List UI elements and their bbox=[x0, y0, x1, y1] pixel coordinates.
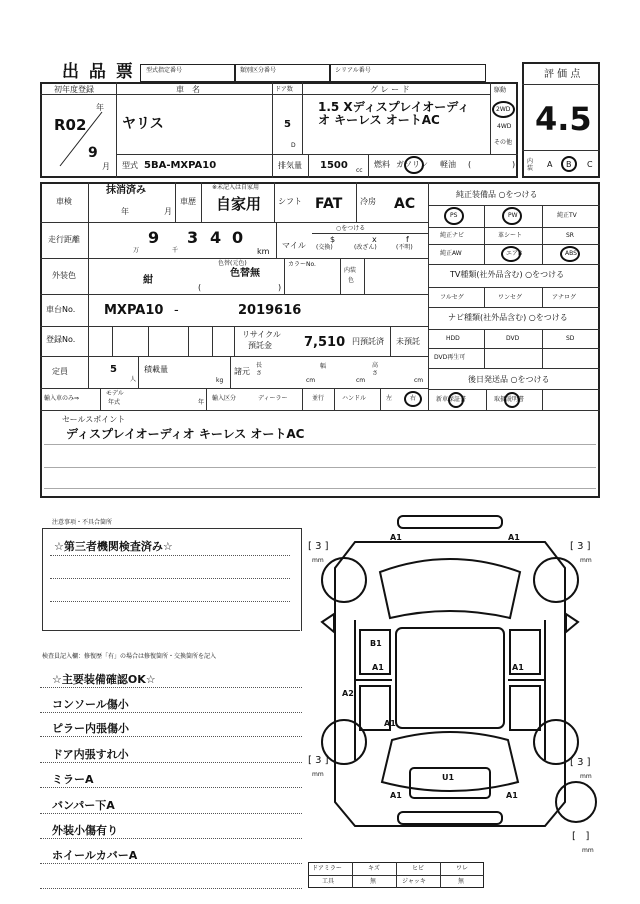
navi-sd: SD bbox=[566, 335, 575, 342]
equip-airbag: エアB bbox=[506, 250, 523, 257]
model-label: 型式 bbox=[122, 161, 138, 170]
hl-r3 bbox=[40, 258, 428, 259]
note-line-5 bbox=[40, 787, 302, 788]
import-parallel: 並行 bbox=[312, 395, 325, 402]
dims-label: 諸元 bbox=[234, 367, 250, 376]
drive-2wd-circle bbox=[492, 101, 515, 118]
eq-vl-8 bbox=[542, 389, 543, 410]
caution-line-3 bbox=[50, 601, 290, 602]
damage-u1: U1 bbox=[442, 773, 455, 782]
note-line-2 bbox=[40, 712, 302, 713]
digit-4: 3 bbox=[187, 228, 199, 247]
eq-vl-5 bbox=[484, 329, 485, 368]
import-label: 輸入車のみ⇒ bbox=[44, 395, 80, 402]
v-reg1 bbox=[88, 326, 89, 356]
hl-mil-sub bbox=[312, 233, 428, 234]
equip-tv: 純正TV bbox=[557, 212, 577, 219]
displacement-unit: cc bbox=[356, 167, 363, 174]
equip-sr: SR bbox=[566, 232, 574, 239]
v-imp4 bbox=[334, 388, 335, 410]
v-mile bbox=[276, 222, 277, 258]
fuel-gas-circle bbox=[404, 156, 424, 174]
navi-title: ナビ種類(社外品含む) ○をつける bbox=[448, 313, 568, 322]
v-reg6 bbox=[234, 326, 235, 356]
footer-vl-1 bbox=[352, 862, 353, 888]
eq-vl-4 bbox=[542, 287, 543, 307]
tread-rl-unit: mm bbox=[312, 771, 324, 778]
eq-hl-8 bbox=[428, 348, 600, 349]
sp-line-2 bbox=[44, 467, 596, 468]
inspection-label: 車検 bbox=[56, 197, 72, 206]
v-imp2 bbox=[206, 388, 207, 410]
later-warranty-circle bbox=[448, 392, 464, 408]
width-cm: cm bbox=[356, 377, 366, 384]
model-year-sub: 年式 bbox=[108, 399, 121, 406]
recycle-value: 7,510 bbox=[304, 335, 346, 350]
chassis-number: 2019616 bbox=[238, 303, 302, 318]
caution-text: ☆第三者機関検査済み☆ bbox=[54, 540, 173, 553]
equip-airbag-circle bbox=[501, 246, 521, 262]
note-line-3 bbox=[40, 736, 302, 737]
grade-value: 1.5 Xディスプレイオーディオ キーレス オートAC bbox=[318, 100, 470, 127]
hl-r4 bbox=[40, 294, 428, 295]
handle-right-circle bbox=[404, 391, 422, 407]
eq-hl-2 bbox=[428, 227, 600, 228]
mileage-man: 万 bbox=[133, 247, 140, 254]
hl-r6 bbox=[40, 356, 428, 357]
interior-c: C bbox=[587, 160, 593, 169]
tv-one: ワンセグ bbox=[498, 294, 523, 301]
digit-6: 0 bbox=[232, 228, 244, 247]
main-right-divider bbox=[428, 182, 429, 410]
history-label: 車歴 bbox=[180, 197, 196, 206]
navi-hdd: HDD bbox=[446, 335, 460, 342]
damage-a1-front-left: A1 bbox=[390, 533, 402, 542]
eq-vl-3 bbox=[484, 287, 485, 307]
v-reg5 bbox=[212, 326, 213, 356]
interior-color-sub: 色 bbox=[348, 277, 355, 284]
note-4: ドア内張すれ小 bbox=[52, 748, 129, 761]
note-3: ピラー内張傷小 bbox=[52, 722, 129, 735]
footer-jack: ジャッキ bbox=[402, 878, 426, 885]
row1-header-line bbox=[40, 94, 490, 95]
displacement-value: 1500 bbox=[320, 160, 348, 171]
recycle-paid: 円預託済 bbox=[352, 337, 384, 346]
hl-r8 bbox=[40, 410, 600, 411]
v-imp3 bbox=[302, 388, 303, 410]
inspection-month: 月 bbox=[164, 207, 172, 216]
exchange-label: (交換) bbox=[316, 244, 333, 251]
handle-right: 右 bbox=[410, 395, 417, 402]
color-change-close: ) bbox=[278, 283, 282, 292]
eq-hl-6 bbox=[428, 307, 600, 308]
sp-line-3 bbox=[44, 488, 596, 489]
score-value: 4.5 bbox=[535, 100, 592, 138]
drive-2wd: 2WD bbox=[496, 106, 511, 113]
note-line-1 bbox=[40, 687, 302, 688]
modified-label: (改ざん) bbox=[354, 244, 377, 251]
note-line-9 bbox=[40, 888, 302, 889]
first-reg-label: 初年度登録 bbox=[54, 85, 94, 94]
length-label: 長さ bbox=[256, 362, 263, 377]
load-unit: kg bbox=[216, 377, 224, 384]
fuel-label: 燃料 bbox=[374, 160, 390, 169]
dvd-label: DVD再生可 bbox=[434, 354, 466, 361]
model-cert-label: 型式指定番号 bbox=[146, 67, 183, 74]
inspector-label: 検査員記入欄：修復歴「有」の場合は修復箇所・交換箇所を記入 bbox=[42, 653, 217, 660]
vline-1 bbox=[116, 82, 117, 178]
drive-label: 駆動 bbox=[494, 87, 507, 94]
handle-label: ハンドル bbox=[342, 395, 367, 402]
vline-2 bbox=[272, 82, 273, 178]
doors-label: ドア数 bbox=[275, 86, 293, 93]
row1-bottom-line bbox=[116, 154, 518, 155]
circle-note: ○をつける bbox=[336, 225, 366, 232]
tread-fr-unit: mm bbox=[580, 557, 592, 564]
note-8: ホイールカバーA bbox=[52, 849, 138, 862]
capacity-label: 定員 bbox=[52, 367, 68, 376]
note-2: コンソール傷小 bbox=[52, 698, 129, 711]
recycle-sub: 預託金 bbox=[248, 341, 272, 350]
score-divider bbox=[522, 84, 600, 85]
v-ch bbox=[88, 294, 89, 326]
shift-label: シフト bbox=[278, 197, 302, 206]
fuel-gas: ガソリン bbox=[396, 160, 428, 169]
aircon-value: AC bbox=[394, 196, 416, 212]
interior-b: B bbox=[566, 160, 572, 169]
car-name: ヤリス bbox=[122, 116, 164, 132]
fuel-close: ) bbox=[512, 160, 516, 169]
footer-scratch: キズ bbox=[368, 865, 380, 872]
sales-point-label: セールスポイント bbox=[62, 415, 126, 424]
interior-b-circle bbox=[561, 156, 577, 172]
digit-5: 4 bbox=[210, 228, 222, 247]
v-imp5 bbox=[380, 388, 381, 410]
eq-hl-1 bbox=[428, 205, 600, 206]
serial-no-label: シリアル番号 bbox=[335, 67, 371, 74]
chassis-label: 車台No. bbox=[46, 305, 76, 314]
recycle-label: リサイクル bbox=[242, 330, 281, 339]
eq-vl-2 bbox=[542, 205, 543, 264]
interior-a: A bbox=[547, 160, 553, 169]
usage-note: ※未記入は自家用 bbox=[212, 184, 260, 191]
v-intcol2 bbox=[364, 258, 365, 294]
equip-ps: PS bbox=[450, 212, 458, 219]
caution-line-1 bbox=[50, 555, 290, 556]
tread-rl-value: 3 bbox=[315, 755, 322, 766]
footer-crack: ヒビ bbox=[412, 865, 425, 872]
tread-spare-unit: mm bbox=[582, 847, 594, 854]
damage-a1-right-door: A1 bbox=[512, 663, 524, 672]
vline-4 bbox=[490, 82, 491, 154]
equip-aw: 純正AW bbox=[440, 250, 462, 257]
grade-label: グ レ ー ド bbox=[370, 85, 410, 94]
equip-navi: 純正ナビ bbox=[440, 232, 465, 239]
drive-4wd: 4WD bbox=[497, 123, 512, 130]
registration-label: 登録No. bbox=[46, 335, 76, 344]
chassis-prefix: MXPA10 bbox=[104, 303, 164, 318]
note-line-6 bbox=[40, 813, 302, 814]
mileage-unit: km bbox=[257, 247, 270, 256]
v-hist2 bbox=[201, 182, 202, 222]
v-reg7 bbox=[390, 326, 391, 356]
tread-rr-value: 3 bbox=[577, 757, 584, 768]
tread-rl: [ 3 ] bbox=[308, 755, 329, 766]
modified-mark: x bbox=[372, 235, 377, 244]
tread-fl: [ 3 ] bbox=[308, 541, 329, 552]
interior-label: 内装 bbox=[527, 158, 534, 172]
caution-bottom bbox=[42, 630, 300, 631]
inspection-year: 年 bbox=[121, 207, 129, 216]
note-1: ☆主要装備確認OK☆ bbox=[52, 673, 156, 686]
month-mark: 月 bbox=[102, 162, 110, 171]
import-year: 年 bbox=[198, 399, 205, 406]
height-label: 高さ bbox=[372, 362, 379, 377]
equip-abs: ABS bbox=[565, 250, 577, 257]
later-title: 後日発送品 ○をつける bbox=[468, 375, 550, 384]
footer-tools-value: 無 bbox=[370, 878, 377, 885]
footer-vl-3 bbox=[440, 862, 441, 888]
later-manual-circle bbox=[504, 392, 520, 408]
equip-ps-circle bbox=[444, 207, 464, 225]
unknown-mark: f bbox=[406, 235, 409, 244]
damage-a2: A2 bbox=[342, 689, 354, 698]
v-insp bbox=[88, 182, 89, 222]
equip-abs-circle bbox=[560, 246, 580, 262]
doors-suffix: D bbox=[291, 142, 296, 149]
note-line-4 bbox=[40, 762, 302, 763]
exchange-mark: $ bbox=[330, 235, 336, 244]
vline-6 bbox=[368, 154, 369, 178]
v-cap1 bbox=[88, 356, 89, 388]
usage-value: 自家用 bbox=[216, 195, 262, 213]
v-intcol bbox=[340, 258, 341, 294]
v-imp1 bbox=[100, 388, 101, 410]
mileage-label: 走行距離 bbox=[48, 235, 80, 244]
eq-hl-5 bbox=[428, 287, 600, 288]
recycle-unpaid: 未預託 bbox=[396, 337, 420, 346]
inspection-value: 抹消済み bbox=[106, 185, 146, 196]
color-label: 外装色 bbox=[52, 271, 76, 280]
capacity-unit: 人 bbox=[130, 376, 137, 383]
caution-line-2 bbox=[50, 578, 290, 579]
footer-jack-value: 無 bbox=[458, 878, 465, 885]
length-cm: cm bbox=[306, 377, 316, 384]
tv-analog: アナログ bbox=[552, 294, 577, 301]
color-change-value: 色替無 bbox=[230, 268, 260, 279]
navi-dvd: DVD bbox=[506, 335, 520, 342]
width-label: 幅 bbox=[320, 363, 327, 370]
equip-pw-circle bbox=[502, 207, 522, 225]
doors-value: 5 bbox=[284, 119, 291, 130]
damage-a1-rear-left: A1 bbox=[384, 719, 396, 728]
caution-label: 注意事項・不具合箇所 bbox=[52, 519, 113, 526]
color-value: 紺 bbox=[143, 275, 153, 286]
equip-leather: 革シート bbox=[498, 232, 523, 239]
unknown-label: (不明) bbox=[396, 244, 413, 251]
tread-rr-unit: mm bbox=[580, 773, 592, 780]
interior-color-label: 内装 bbox=[344, 267, 357, 274]
color-change-open: ( bbox=[198, 283, 202, 292]
eq-vl-6 bbox=[542, 329, 543, 368]
shift-value: FAT bbox=[315, 196, 343, 212]
v-mil bbox=[88, 222, 89, 258]
tread-fl-unit: mm bbox=[312, 557, 324, 564]
footer-vl-2 bbox=[396, 862, 397, 888]
tread-rr: [ 3 ] bbox=[570, 757, 591, 768]
drive-other: その他 bbox=[494, 139, 513, 146]
tread-fr: [ 3 ] bbox=[570, 541, 591, 552]
footer-break: ワレ bbox=[456, 865, 469, 872]
hl-r7 bbox=[40, 388, 428, 389]
fuel-open: ( bbox=[468, 160, 472, 169]
sp-line-1 bbox=[44, 444, 596, 445]
damage-a1-left-door: A1 bbox=[372, 663, 384, 672]
form-title: 出 品 票 bbox=[62, 62, 135, 82]
equip-pw: PW bbox=[508, 212, 518, 219]
load-label: 積載量 bbox=[144, 365, 168, 374]
tv-full: フルセグ bbox=[440, 294, 464, 301]
later-warranty: 新車保証書 bbox=[436, 396, 467, 403]
tread-fl-value: 3 bbox=[315, 541, 322, 552]
capacity-value: 5 bbox=[110, 364, 117, 375]
v-cap3 bbox=[230, 356, 231, 388]
tv-title: TV種類(社外品含む) ○をつける bbox=[450, 270, 565, 279]
color-no-label: カラーNo. bbox=[288, 261, 316, 268]
note-7: 外装小傷有り bbox=[52, 824, 118, 837]
v-ac bbox=[356, 182, 357, 222]
tread-fr-value: 3 bbox=[577, 541, 584, 552]
mile-label: マイル bbox=[282, 241, 306, 250]
eq-hl-7 bbox=[428, 329, 600, 330]
digit-3: 9 bbox=[148, 228, 160, 247]
v-cap2 bbox=[138, 356, 139, 388]
eq-hl-9 bbox=[428, 368, 600, 369]
aircon-label: 冷房 bbox=[360, 197, 376, 206]
handle-left: 左 bbox=[386, 395, 393, 402]
v-col bbox=[88, 258, 89, 294]
class-no-label: 類別区分番号 bbox=[240, 67, 277, 74]
score-label: 評 価 点 bbox=[544, 69, 581, 80]
car-diagram bbox=[300, 510, 600, 860]
note-line-8 bbox=[40, 863, 302, 864]
vline-3 bbox=[302, 82, 303, 154]
first-reg-era: R02 bbox=[54, 116, 87, 134]
note-6: バンパー下A bbox=[52, 799, 115, 812]
v-reg4 bbox=[188, 326, 189, 356]
damage-a1-rear-right: A1 bbox=[506, 791, 518, 800]
car-name-label: 車 名 bbox=[176, 85, 200, 94]
later-manual: 取扱説明書 bbox=[494, 396, 525, 403]
eq-vl-1 bbox=[484, 205, 485, 264]
import-dealer: ディーラー bbox=[258, 395, 288, 402]
eq-hl-4 bbox=[428, 264, 600, 265]
displacement-label: 排気量 bbox=[278, 161, 302, 170]
hl-r2 bbox=[40, 222, 428, 223]
v-hist bbox=[175, 182, 176, 222]
sales-point-text: ディスプレイオーディオ キーレス オートAC bbox=[66, 427, 305, 441]
note-line-7 bbox=[40, 838, 302, 839]
first-reg-slash bbox=[56, 108, 106, 170]
damage-a1-rear-bumper: A1 bbox=[390, 791, 402, 800]
color-change-label: 色替(元色) bbox=[218, 260, 247, 267]
footer-tools: 工具 bbox=[322, 878, 335, 885]
year-mark: 年 bbox=[96, 103, 104, 112]
damage-b1: B1 bbox=[370, 639, 382, 648]
v-colno bbox=[284, 258, 285, 294]
v-reg3 bbox=[148, 326, 149, 356]
height-cm: cm bbox=[414, 377, 424, 384]
eq-hl-10 bbox=[428, 389, 600, 390]
chassis-dash: - bbox=[174, 303, 179, 318]
model-year-label: モデル bbox=[106, 390, 124, 397]
note-5: ミラーA bbox=[52, 773, 94, 786]
v-reg2 bbox=[112, 326, 113, 356]
damage-a1-front-right: A1 bbox=[508, 533, 520, 542]
fuel-diesel: 軽油 bbox=[440, 160, 456, 169]
score-interior-divider bbox=[522, 150, 600, 151]
first-reg-month: 9 bbox=[88, 145, 98, 161]
eq-vl-7 bbox=[486, 389, 487, 410]
footer-mirror: ドアミラー bbox=[312, 865, 342, 872]
model-value: 5BA-MXPA10 bbox=[144, 160, 217, 171]
eq-hl-3 bbox=[428, 244, 600, 245]
vline-5 bbox=[308, 154, 309, 178]
tread-spare: [ ] bbox=[572, 831, 590, 842]
mileage-sen: 千 bbox=[172, 247, 179, 254]
import-class-label: 輸入区分 bbox=[212, 395, 237, 402]
v-shift bbox=[274, 182, 275, 222]
equipment-title: 純正装備品 ○をつける bbox=[456, 190, 538, 199]
